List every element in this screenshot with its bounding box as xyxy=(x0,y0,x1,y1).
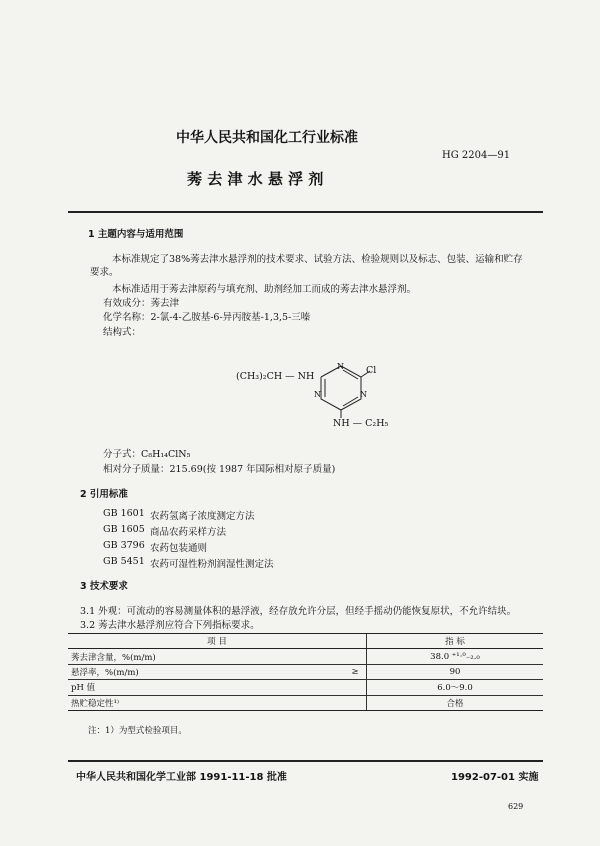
row-value: 90 xyxy=(367,664,544,679)
section-2-heading: 2 引用标准 xyxy=(80,489,128,500)
table-row xyxy=(68,664,543,679)
table-header-row xyxy=(68,634,543,649)
reference-title: 商品农药采样方法 xyxy=(150,527,227,538)
footer-rule xyxy=(68,760,543,762)
reference-title: 农药可湿性粉剂润湿性测定法 xyxy=(150,559,274,570)
page-number: 629 xyxy=(508,802,524,811)
chemical-name: 化学名称：2-氯-4-乙胺基-6-异丙胺基-1,3,5-三嗪 xyxy=(103,312,311,323)
column-header-item: 项 目 xyxy=(68,634,367,649)
row-symbol: ≥ xyxy=(344,664,367,679)
column-header-index: 指 标 xyxy=(367,634,544,649)
specification-table xyxy=(68,633,543,711)
molecular-mass: 相对分子质量：215.69(按 1987 年国际相对原子质量) xyxy=(103,464,336,475)
table-footnote: 注：1）为型式检验项目。 xyxy=(88,726,187,736)
reference-code: GB 5451 xyxy=(103,556,145,567)
s1-paragraph-1-line-2: 要求。 xyxy=(90,267,119,278)
reference-title: 农药包装通则 xyxy=(150,543,208,554)
structure-nitrogen-left: N xyxy=(314,390,321,399)
row-symbol xyxy=(344,695,367,710)
table-row xyxy=(68,680,543,695)
table-row xyxy=(68,649,543,664)
section-1-heading: 1 主题内容与适用范围 xyxy=(88,229,184,240)
implementation-date: 1992-07-01 实施 xyxy=(451,772,539,783)
structure-ethylamino-group: NH — C₂H₅ xyxy=(333,418,389,429)
active-ingredient: 有效成分：莠去津 xyxy=(103,298,180,309)
structure-isopropylamino-group: (CH₃)₂CH — NH xyxy=(236,371,315,382)
row-symbol xyxy=(344,680,367,695)
s1-paragraph-2: 本标准适用于莠去津原药与填充剂、助剂经加工而成的莠去津水悬浮剂。 xyxy=(112,284,417,295)
row-symbol xyxy=(344,649,367,664)
s1-paragraph-1-line-1: 本标准规定了38%莠去津水悬浮剂的技术要求、试验方法、检验规则以及标志、包装、运输和贮存 xyxy=(112,254,523,265)
row-value: 合格 xyxy=(367,695,544,710)
clause-3-2: 3.2 莠去津水悬浮剂应符合下列指标要求。 xyxy=(80,620,260,631)
table-row xyxy=(68,695,543,710)
reference-code: GB 3796 xyxy=(103,540,145,551)
row-item: pH 值 xyxy=(68,680,344,695)
header-rule xyxy=(68,211,543,213)
approval-statement: 中华人民共和国化学工业部 1991-11-18 批准 xyxy=(76,772,287,783)
row-item: 悬浮率，%(m/m) xyxy=(68,664,344,679)
molecular-formula: 分子式：C₈H₁₄ClN₅ xyxy=(103,449,191,460)
section-3-heading: 3 技术要求 xyxy=(80,581,128,592)
structure-nitrogen-right: N xyxy=(360,390,367,399)
row-item: 莠去津含量，%(m/m) xyxy=(68,649,344,664)
structure-label: 结构式： xyxy=(103,327,142,338)
document-title: 莠 去 津 水 悬 浮 剂 xyxy=(187,170,324,188)
row-value: 38.0 ⁺¹·⁰₋₂.₀ xyxy=(367,649,544,664)
structure-chlorine: Cl xyxy=(366,365,377,376)
standard-number: HG 2204—91 xyxy=(442,150,511,161)
reference-title: 农药氢离子浓度测定方法 xyxy=(150,511,255,522)
clause-3-1: 3.1 外观：可流动的容易测量体积的悬浮液，经存放允许分层，但经手摇动仍能恢复原状，不允许结块。 xyxy=(80,606,517,617)
structure-nitrogen-top: N xyxy=(337,362,344,371)
row-value: 6.0～9.0 xyxy=(367,680,544,695)
reference-code: GB 1601 xyxy=(103,508,145,519)
row-item: 热贮稳定性¹⁾ xyxy=(68,695,344,710)
reference-code: GB 1605 xyxy=(103,524,145,535)
org-title: 中华人民共和国化工行业标准 xyxy=(176,130,358,146)
